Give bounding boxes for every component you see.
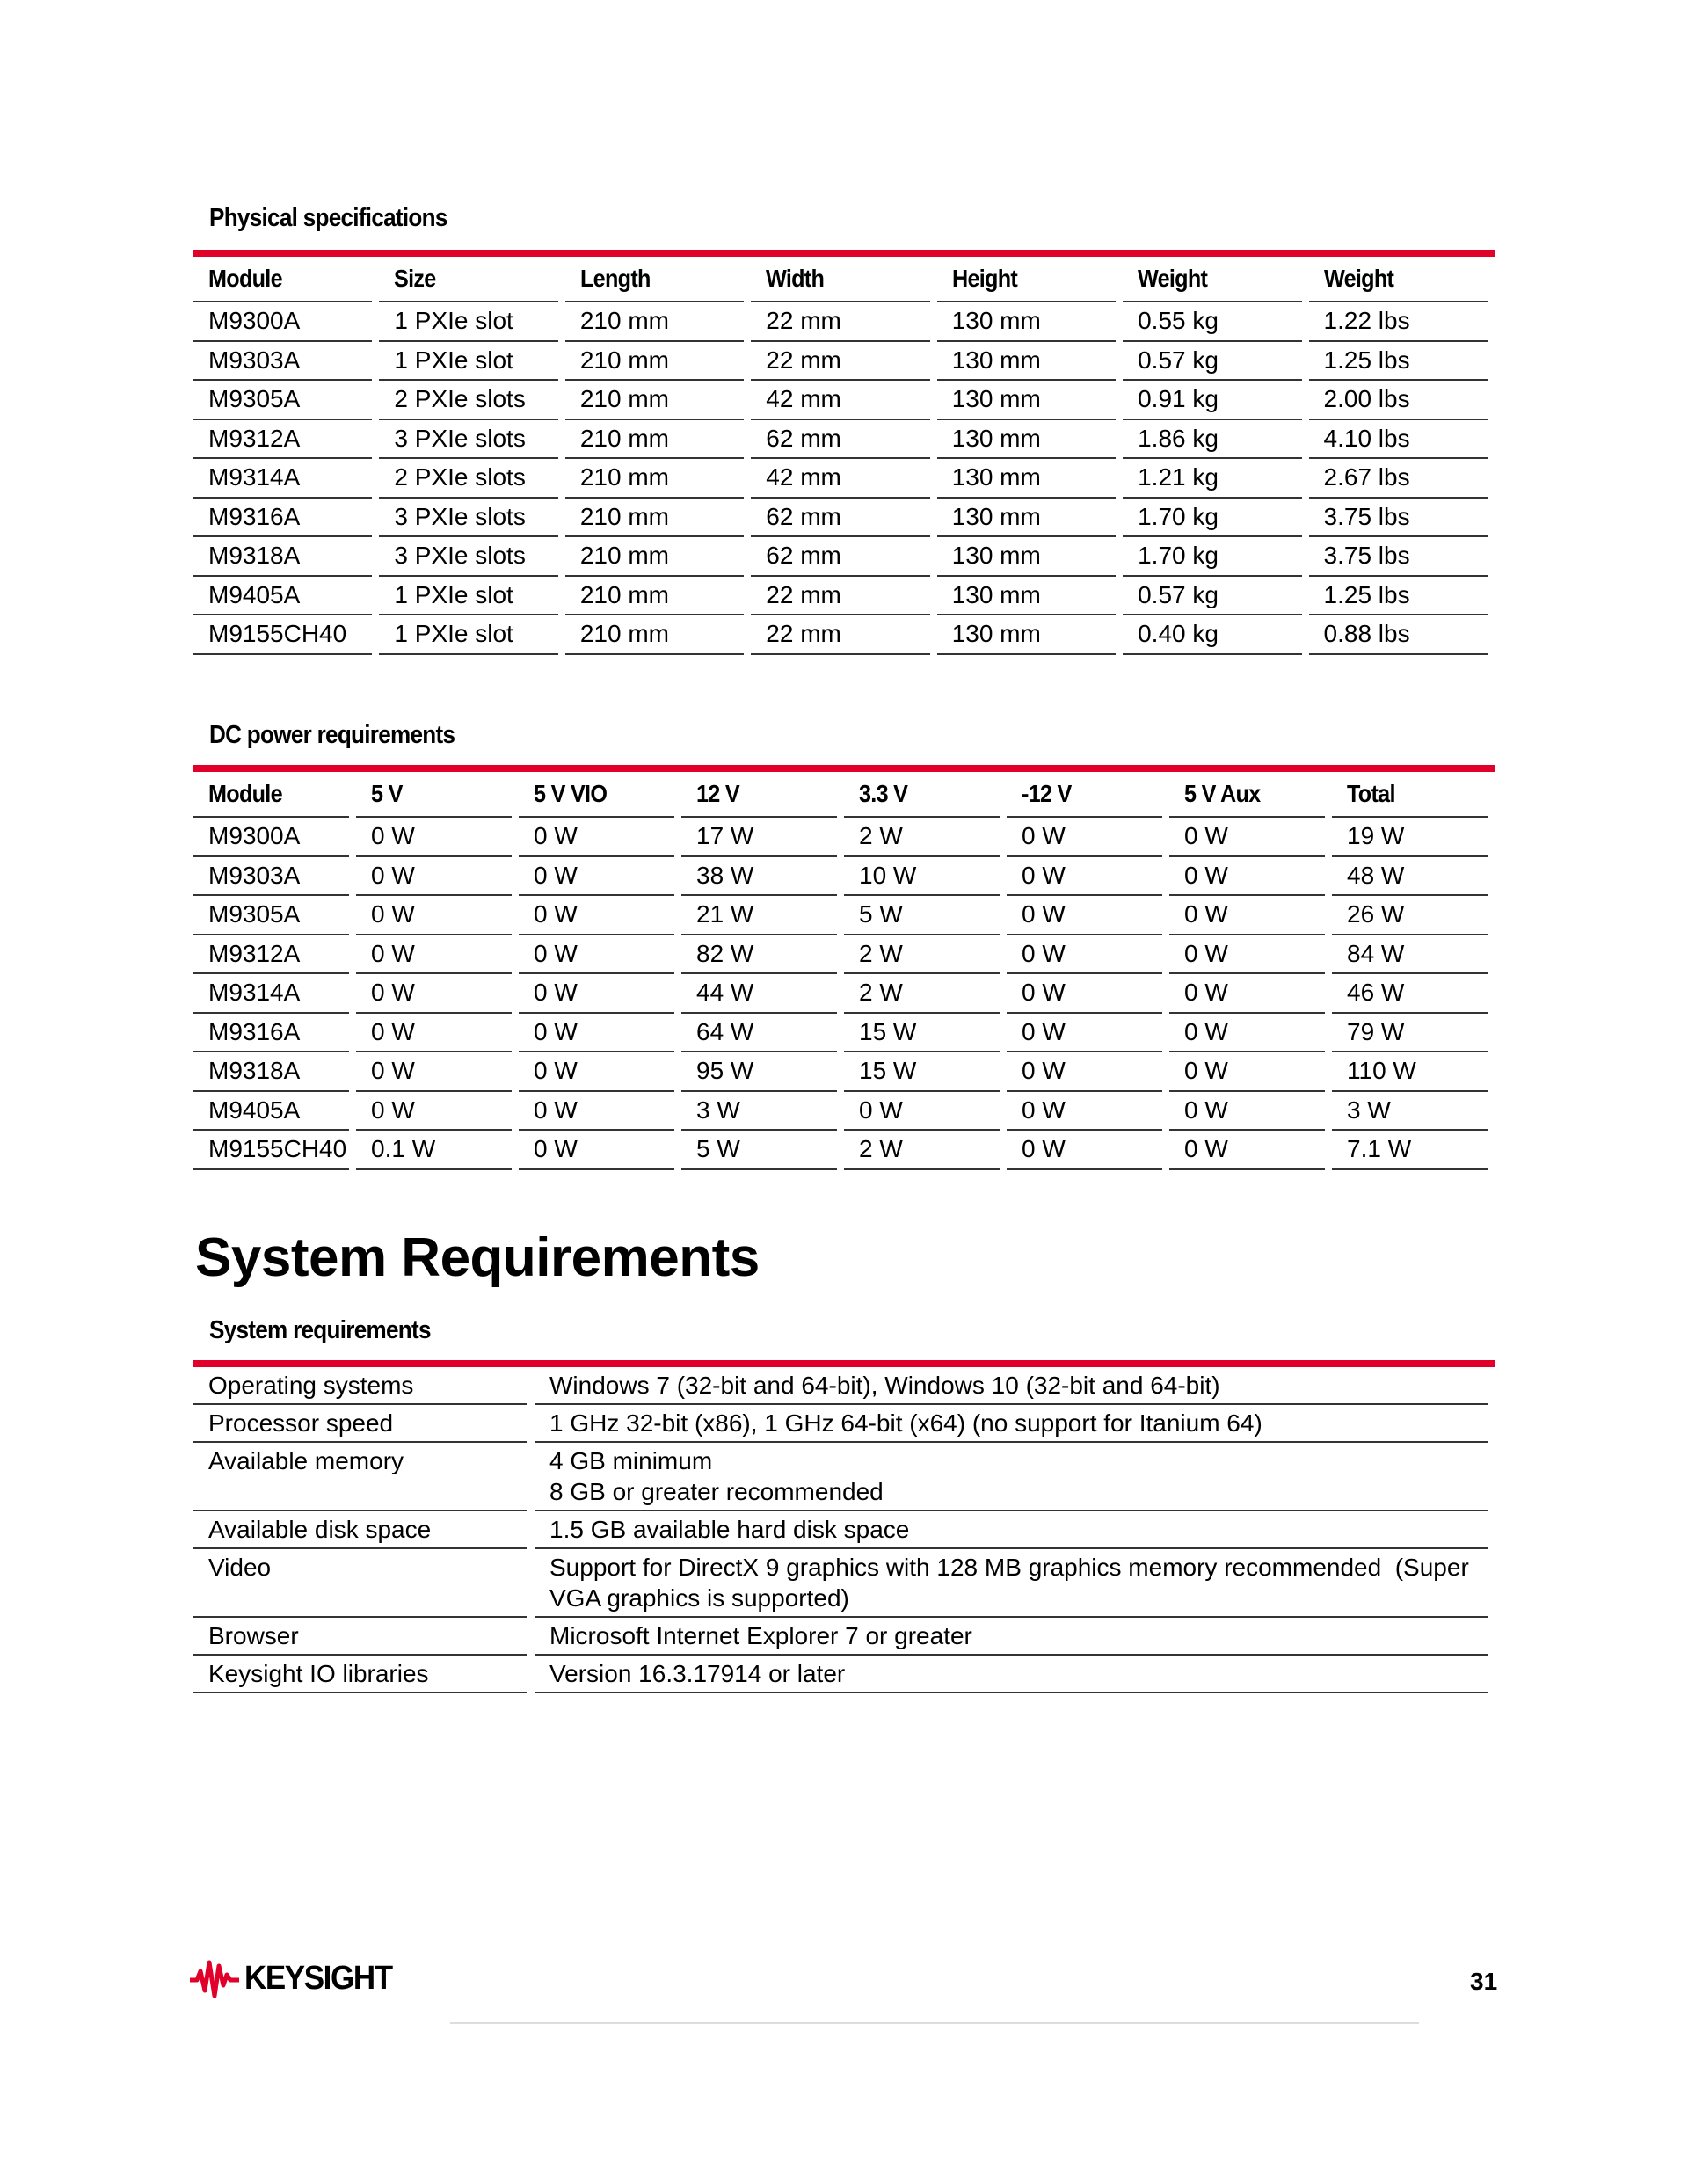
column-header-label: -12 V bbox=[1022, 780, 1072, 807]
table-row bbox=[193, 420, 1488, 460]
table-cell: 0 W bbox=[1007, 1014, 1162, 1053]
table-cell: 0 W bbox=[519, 974, 674, 1014]
table-cell: 1.21 kg bbox=[1123, 459, 1301, 499]
table-cell: 17 W bbox=[681, 818, 837, 857]
red-rule bbox=[193, 1360, 1495, 1367]
table-row bbox=[193, 1052, 1488, 1092]
table-cell: 3 PXIe slots bbox=[379, 420, 557, 460]
table-cell: 79 W bbox=[1332, 1014, 1488, 1053]
table-cell: 0 W bbox=[1169, 974, 1325, 1014]
system-req-title: System requirements bbox=[209, 1316, 431, 1344]
table-cell: Windows 7 (32-bit and 64-bit), Windows 10 (32-bit and 64-bit) bbox=[535, 1367, 1488, 1405]
table-row bbox=[193, 935, 1488, 975]
table-row bbox=[193, 615, 1488, 655]
table-cell: 130 mm bbox=[937, 499, 1116, 538]
table-cell: 1.25 lbs bbox=[1309, 577, 1488, 616]
table-cell: 0 W bbox=[356, 896, 512, 935]
table-cell: 4.10 lbs bbox=[1309, 420, 1488, 460]
logo-text: KEYSIGHT bbox=[244, 1959, 392, 1997]
table-cell: M9305A bbox=[193, 896, 349, 935]
table-cell: 95 W bbox=[681, 1052, 837, 1092]
table-cell: Keysight IO libraries bbox=[193, 1656, 528, 1693]
table-cell: 3 W bbox=[681, 1092, 837, 1132]
table-cell: 0 W bbox=[519, 1092, 674, 1132]
table-cell: M9312A bbox=[193, 935, 349, 975]
table-cell: 1.25 lbs bbox=[1309, 342, 1488, 382]
table-cell: 3.75 lbs bbox=[1309, 537, 1488, 577]
table-cell: M9314A bbox=[193, 459, 372, 499]
column-header bbox=[1007, 772, 1162, 818]
table-cell: Available disk space bbox=[193, 1511, 528, 1549]
table-cell: M9300A bbox=[193, 818, 349, 857]
table-cell: 15 W bbox=[844, 1052, 1000, 1092]
table-cell: 0 W bbox=[356, 935, 512, 975]
column-header bbox=[1169, 772, 1325, 818]
table-cell: 48 W bbox=[1332, 857, 1488, 897]
table-cell: 1 GHz 32-bit (x86), 1 GHz 64-bit (x64) (no support for Itanium 64) bbox=[535, 1405, 1488, 1443]
table-cell: 7.1 W bbox=[1332, 1131, 1488, 1170]
table-cell: M9316A bbox=[193, 499, 372, 538]
table-cell: 0 W bbox=[1169, 1092, 1325, 1132]
table-cell: 1.70 kg bbox=[1123, 537, 1301, 577]
table-cell: 62 mm bbox=[751, 420, 929, 460]
table-cell: M9312A bbox=[193, 420, 372, 460]
table-cell: 4 GB minimum 8 GB or greater recommended bbox=[535, 1443, 1488, 1511]
table-cell: M9318A bbox=[193, 1052, 349, 1092]
table-cell: 0.91 kg bbox=[1123, 381, 1301, 420]
red-rule bbox=[193, 250, 1495, 257]
table-row bbox=[193, 857, 1488, 897]
table-cell: 22 mm bbox=[751, 342, 929, 382]
table-cell: 0 W bbox=[356, 818, 512, 857]
column-header bbox=[193, 772, 349, 818]
table-row bbox=[193, 1131, 1488, 1170]
table-cell: 1 PXIe slot bbox=[379, 342, 557, 382]
table-row bbox=[193, 1092, 1488, 1132]
column-header bbox=[1332, 772, 1488, 818]
table-cell: 1.22 lbs bbox=[1309, 302, 1488, 342]
column-header-label: 5 V VIO bbox=[534, 780, 608, 807]
table-cell: 210 mm bbox=[565, 342, 744, 382]
table-cell: 0.40 kg bbox=[1123, 615, 1301, 655]
keysight-logo bbox=[190, 1959, 404, 1998]
table-row bbox=[193, 577, 1488, 616]
table-row bbox=[193, 342, 1488, 382]
table-cell: 0 W bbox=[1007, 1052, 1162, 1092]
table-cell: 0.55 kg bbox=[1123, 302, 1301, 342]
column-header bbox=[193, 257, 372, 302]
header-row bbox=[193, 772, 1488, 818]
table-cell: 0 W bbox=[1169, 818, 1325, 857]
table-cell: 5 W bbox=[681, 1131, 837, 1170]
table-cell: 1.86 kg bbox=[1123, 420, 1301, 460]
table-row bbox=[193, 896, 1488, 935]
table-row bbox=[193, 974, 1488, 1014]
column-header-label: Total bbox=[1347, 780, 1395, 807]
table-cell: 0.1 W bbox=[356, 1131, 512, 1170]
table-cell: 42 mm bbox=[751, 459, 929, 499]
table-cell: 110 W bbox=[1332, 1052, 1488, 1092]
table-cell: 10 W bbox=[844, 857, 1000, 897]
column-header-label: 3.3 V bbox=[859, 780, 908, 807]
column-header bbox=[379, 257, 557, 302]
table-cell: 130 mm bbox=[937, 577, 1116, 616]
table-cell: 0 W bbox=[1169, 1052, 1325, 1092]
table-cell: 0 W bbox=[356, 974, 512, 1014]
table-cell: 130 mm bbox=[937, 302, 1116, 342]
table-cell: 1.70 kg bbox=[1123, 499, 1301, 538]
table-cell: 0 W bbox=[1169, 1131, 1325, 1170]
dc-power-title: DC power requirements bbox=[209, 721, 455, 749]
table-cell: 210 mm bbox=[565, 577, 744, 616]
table-cell: 0 W bbox=[519, 818, 674, 857]
table-cell: 44 W bbox=[681, 974, 837, 1014]
table-cell: 210 mm bbox=[565, 459, 744, 499]
table-cell: 3 PXIe slots bbox=[379, 537, 557, 577]
table-cell: 3.75 lbs bbox=[1309, 499, 1488, 538]
table-cell: 1 PXIe slot bbox=[379, 302, 557, 342]
table-cell: M9303A bbox=[193, 342, 372, 382]
page-heading: System Requirements bbox=[195, 1227, 760, 1288]
table-row bbox=[193, 302, 1488, 342]
table-cell: M9155CH40 bbox=[193, 1131, 349, 1170]
table-row bbox=[193, 459, 1488, 499]
table-cell: 0 W bbox=[1169, 896, 1325, 935]
page-number: 31 bbox=[1470, 1968, 1498, 1995]
table-cell: 130 mm bbox=[937, 537, 1116, 577]
table-cell: 210 mm bbox=[565, 537, 744, 577]
table-cell: Available memory bbox=[193, 1443, 528, 1511]
column-header-label: 5 V bbox=[371, 780, 403, 807]
table-row bbox=[193, 1367, 1488, 1405]
table-cell: 62 mm bbox=[751, 499, 929, 538]
table-cell: 0 W bbox=[356, 1092, 512, 1132]
table-cell: 130 mm bbox=[937, 420, 1116, 460]
table-cell: Processor speed bbox=[193, 1405, 528, 1443]
column-header bbox=[356, 772, 512, 818]
table-cell: 130 mm bbox=[937, 459, 1116, 499]
table-row bbox=[193, 1014, 1488, 1053]
table-cell: 1 PXIe slot bbox=[379, 577, 557, 616]
table-row bbox=[193, 537, 1488, 577]
table-cell: 2 PXIe slots bbox=[379, 381, 557, 420]
table-cell: 0 W bbox=[1007, 896, 1162, 935]
table-row bbox=[193, 1511, 1488, 1549]
table-cell: 210 mm bbox=[565, 381, 744, 420]
column-header-label: Weight bbox=[1323, 265, 1393, 292]
table-cell: 0 W bbox=[356, 1014, 512, 1053]
table-cell: 130 mm bbox=[937, 342, 1116, 382]
physical-specs-table bbox=[186, 257, 1495, 655]
table-row bbox=[193, 1549, 1488, 1618]
table-cell: 3 PXIe slots bbox=[379, 499, 557, 538]
header-row bbox=[193, 257, 1488, 302]
column-header-label: Module bbox=[208, 780, 282, 807]
column-header bbox=[565, 257, 744, 302]
table-cell: 0 W bbox=[356, 857, 512, 897]
waveform-icon bbox=[190, 1959, 239, 1998]
table-row bbox=[193, 499, 1488, 538]
system-req-table bbox=[186, 1367, 1495, 1693]
physical-specs-title: Physical specifications bbox=[209, 204, 447, 232]
table-cell: 0 W bbox=[519, 1014, 674, 1053]
footer-divider bbox=[450, 2022, 1419, 2024]
table-cell: 0 W bbox=[1007, 1131, 1162, 1170]
column-header-label: Length bbox=[579, 265, 651, 292]
table-cell: 15 W bbox=[844, 1014, 1000, 1053]
table-cell: 130 mm bbox=[937, 381, 1116, 420]
column-header-label: Module bbox=[208, 265, 282, 292]
table-cell: 2 W bbox=[844, 935, 1000, 975]
table-cell: 1 PXIe slot bbox=[379, 615, 557, 655]
table-cell: 3 W bbox=[1332, 1092, 1488, 1132]
table-cell: 0 W bbox=[519, 896, 674, 935]
table-cell: 1.5 GB available hard disk space bbox=[535, 1511, 1488, 1549]
column-header bbox=[681, 772, 837, 818]
table-cell: M9316A bbox=[193, 1014, 349, 1053]
table-cell: 84 W bbox=[1332, 935, 1488, 975]
table-cell: 22 mm bbox=[751, 302, 929, 342]
table-cell: 0 W bbox=[1007, 818, 1162, 857]
red-rule bbox=[193, 765, 1495, 772]
table-cell: Operating systems bbox=[193, 1367, 528, 1405]
table-cell: 2 W bbox=[844, 1131, 1000, 1170]
table-cell: 0 W bbox=[356, 1052, 512, 1092]
table-cell: 46 W bbox=[1332, 974, 1488, 1014]
table-cell: Video bbox=[193, 1549, 528, 1618]
table-cell: 62 mm bbox=[751, 537, 929, 577]
table-cell: M9405A bbox=[193, 1092, 349, 1132]
table-cell: M9303A bbox=[193, 857, 349, 897]
table-cell: Version 16.3.17914 or later bbox=[535, 1656, 1488, 1693]
table-cell: 2 W bbox=[844, 818, 1000, 857]
table-cell: 64 W bbox=[681, 1014, 837, 1053]
table-cell: 22 mm bbox=[751, 615, 929, 655]
table-cell: M9155CH40 bbox=[193, 615, 372, 655]
table-cell: 2 W bbox=[844, 974, 1000, 1014]
column-header-label: 12 V bbox=[696, 780, 739, 807]
table-cell: 2.67 lbs bbox=[1309, 459, 1488, 499]
table-cell: 21 W bbox=[681, 896, 837, 935]
table-cell: 210 mm bbox=[565, 499, 744, 538]
column-header-label: Height bbox=[951, 265, 1017, 292]
column-header bbox=[1123, 257, 1301, 302]
table-cell: 0 W bbox=[519, 1052, 674, 1092]
table-cell: M9305A bbox=[193, 381, 372, 420]
table-cell: 26 W bbox=[1332, 896, 1488, 935]
table-cell: 42 mm bbox=[751, 381, 929, 420]
table-cell: 19 W bbox=[1332, 818, 1488, 857]
table-cell: 38 W bbox=[681, 857, 837, 897]
table-cell: M9405A bbox=[193, 577, 372, 616]
table-cell: 0 W bbox=[519, 935, 674, 975]
table-cell: 0 W bbox=[519, 857, 674, 897]
column-header-label: Size bbox=[394, 265, 436, 292]
column-header bbox=[1309, 257, 1488, 302]
table-row bbox=[193, 1405, 1488, 1443]
table-cell: 0 W bbox=[844, 1092, 1000, 1132]
table-cell: 0.57 kg bbox=[1123, 577, 1301, 616]
table-cell: M9318A bbox=[193, 537, 372, 577]
table-cell: 0 W bbox=[1007, 1092, 1162, 1132]
column-header bbox=[937, 257, 1116, 302]
table-cell: Browser bbox=[193, 1618, 528, 1656]
table-row bbox=[193, 1618, 1488, 1656]
table-cell: 22 mm bbox=[751, 577, 929, 616]
table-cell: 0 W bbox=[1169, 857, 1325, 897]
table-cell: 210 mm bbox=[565, 615, 744, 655]
dc-power-table bbox=[186, 772, 1495, 1170]
table-cell: 5 W bbox=[844, 896, 1000, 935]
column-header bbox=[751, 257, 929, 302]
table-cell: 2 PXIe slots bbox=[379, 459, 557, 499]
table-cell: M9300A bbox=[193, 302, 372, 342]
table-cell: 130 mm bbox=[937, 615, 1116, 655]
table-cell: 210 mm bbox=[565, 420, 744, 460]
table-cell: 82 W bbox=[681, 935, 837, 975]
table-cell: 0 W bbox=[1007, 857, 1162, 897]
table-row bbox=[193, 818, 1488, 857]
column-header bbox=[844, 772, 1000, 818]
column-header-label: 5 V Aux bbox=[1184, 780, 1261, 807]
table-cell: M9314A bbox=[193, 974, 349, 1014]
table-cell: 0 W bbox=[519, 1131, 674, 1170]
table-cell: 0 W bbox=[1007, 935, 1162, 975]
table-row bbox=[193, 381, 1488, 420]
table-row bbox=[193, 1656, 1488, 1693]
table-row bbox=[193, 1443, 1488, 1511]
table-cell: 0.88 lbs bbox=[1309, 615, 1488, 655]
table-cell: 2.00 lbs bbox=[1309, 381, 1488, 420]
table-cell: 0 W bbox=[1007, 974, 1162, 1014]
table-cell: Microsoft Internet Explorer 7 or greater bbox=[535, 1618, 1488, 1656]
table-cell: Support for DirectX 9 graphics with 128 MB graphics memory recommended (Super VGA graphics is supported) bbox=[535, 1549, 1488, 1618]
column-header-label: Width bbox=[766, 265, 825, 292]
column-header-label: Weight bbox=[1138, 265, 1208, 292]
table-cell: 0 W bbox=[1169, 1014, 1325, 1053]
column-header bbox=[519, 772, 674, 818]
table-cell: 210 mm bbox=[565, 302, 744, 342]
table-cell: 0 W bbox=[1169, 935, 1325, 975]
table-cell: 0.57 kg bbox=[1123, 342, 1301, 382]
